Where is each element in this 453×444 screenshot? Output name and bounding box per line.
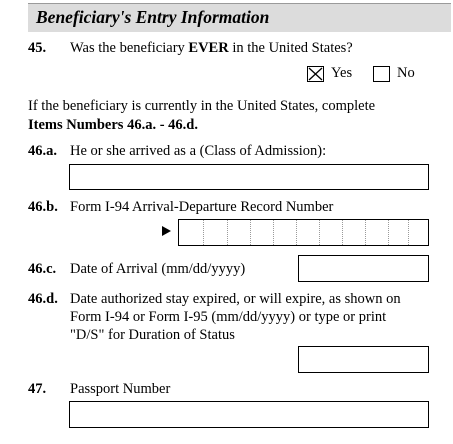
check-x-icon <box>308 67 323 81</box>
arrow-right-icon <box>162 226 171 236</box>
instruction-line2: Items Numbers 46.a. - 46.d. <box>28 117 198 133</box>
q45-yes-checkbox[interactable] <box>307 66 324 82</box>
q46b-label: Form I-94 Arrival-Departure Record Number <box>70 199 334 215</box>
q45-number: 45. <box>28 40 47 56</box>
class-of-admission-input[interactable] <box>69 164 429 190</box>
q46c-number: 46.c. <box>28 261 57 277</box>
i94-number-input[interactable] <box>178 219 429 246</box>
section-title: Beneficiary's Entry Information <box>36 7 270 27</box>
digit-divider <box>365 220 366 245</box>
q46d-line1: Date authorized stay expired, or will expire, as shown on <box>70 291 401 307</box>
digit-divider <box>296 220 297 245</box>
section-header <box>28 3 451 32</box>
digit-divider <box>388 220 389 245</box>
q46a-label: He or she arrived as a (Class of Admission): <box>70 143 327 159</box>
digit-divider <box>408 220 409 245</box>
q45-yes-label: Yes <box>331 65 353 81</box>
q46a-number: 46.a. <box>28 143 57 159</box>
digit-divider <box>342 220 343 245</box>
date-of-arrival-input[interactable] <box>298 255 429 282</box>
q45-text-before: Was the beneficiary <box>70 40 189 56</box>
q45-no-label: No <box>397 65 415 81</box>
digit-divider <box>319 220 320 245</box>
q47-label: Passport Number <box>70 381 171 397</box>
q46d-line2: Form I-94 or Form I-95 (mm/dd/yyyy) or type or print <box>70 309 387 325</box>
digit-divider <box>203 220 204 245</box>
q45-text-after: in the United States? <box>228 40 353 56</box>
q45-text-bold: EVER <box>188 40 229 56</box>
q45-no-checkbox[interactable] <box>373 66 390 82</box>
q46d-number: 46.d. <box>28 291 58 307</box>
stay-expiration-input[interactable] <box>298 346 429 373</box>
digit-divider <box>250 220 251 245</box>
passport-number-input[interactable] <box>69 401 429 428</box>
q47-number: 47. <box>28 381 47 397</box>
digit-divider <box>227 220 228 245</box>
digit-divider <box>273 220 274 245</box>
q46b-number: 46.b. <box>28 199 58 215</box>
q46c-label: Date of Arrival (mm/dd/yyyy) <box>70 261 246 277</box>
q46d-line3: "D/S" for Duration of Status <box>70 327 235 343</box>
q45-question <box>70 40 353 57</box>
instruction-line1: If the beneficiary is currently in the United States, complete <box>28 98 376 114</box>
